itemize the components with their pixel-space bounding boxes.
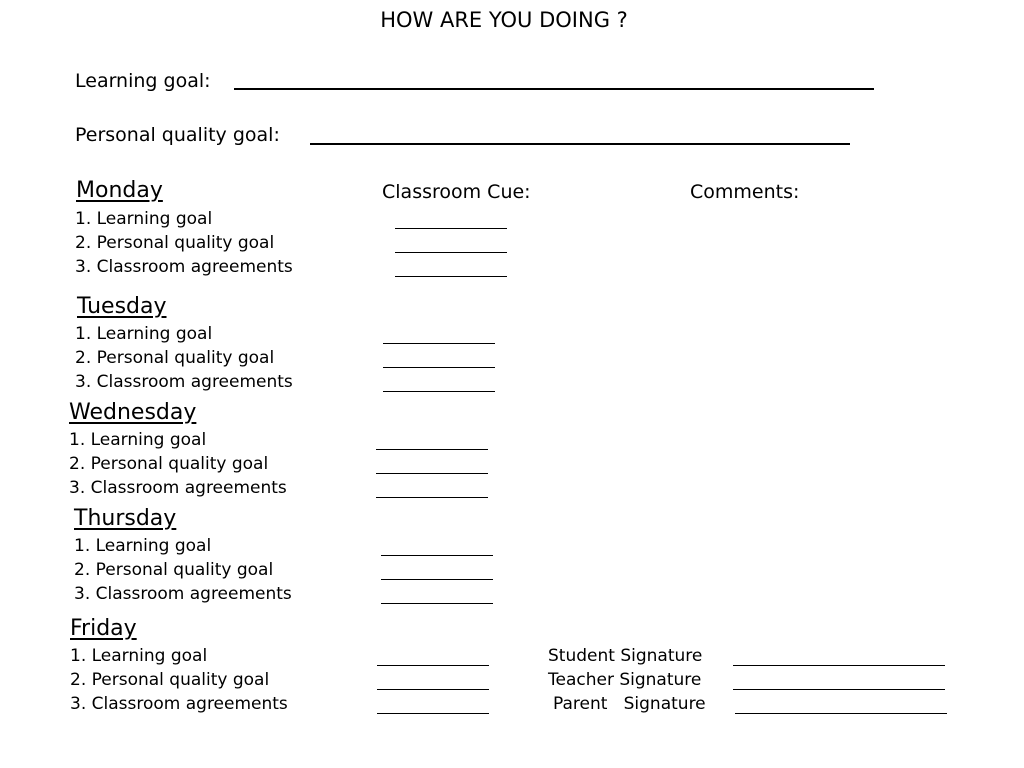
- friday-item-personal-goal: 2. Personal quality goal: [70, 670, 270, 690]
- wednesday-cue-blank-1[interactable]: [376, 449, 488, 450]
- learning-goal-label: Learning goal:: [75, 70, 211, 92]
- teacher-signature-label: Teacher Signature: [548, 670, 702, 690]
- thursday-item-agreements: 3. Classroom agreements: [74, 584, 292, 604]
- tuesday-item-agreements: 3. Classroom agreements: [75, 372, 293, 392]
- monday-item-learning-goal: 1. Learning goal: [75, 209, 213, 229]
- learning-goal-field[interactable]: [234, 88, 874, 90]
- friday-cue-blank-1[interactable]: [377, 665, 489, 666]
- friday-item-agreements: 3. Classroom agreements: [70, 694, 288, 714]
- day-heading-monday: Monday: [76, 178, 163, 203]
- thursday-cue-blank-2[interactable]: [381, 579, 493, 580]
- monday-cue-blank-2[interactable]: [395, 252, 507, 253]
- tuesday-item-learning-goal: 1. Learning goal: [75, 324, 213, 344]
- monday-cue-blank-1[interactable]: [395, 228, 507, 229]
- friday-cue-blank-2[interactable]: [377, 689, 489, 690]
- page-title: HOW ARE YOU DOING ?: [380, 8, 628, 32]
- tuesday-cue-blank-1[interactable]: [383, 343, 495, 344]
- tuesday-cue-blank-2[interactable]: [383, 367, 495, 368]
- wednesday-cue-blank-2[interactable]: [376, 473, 488, 474]
- parent-signature-label: Parent Signature: [553, 694, 706, 714]
- friday-item-learning-goal: 1. Learning goal: [70, 646, 208, 666]
- monday-item-agreements: 3. Classroom agreements: [75, 257, 293, 277]
- classroom-cue-header: Classroom Cue:: [382, 181, 531, 203]
- thursday-cue-blank-1[interactable]: [381, 555, 493, 556]
- friday-cue-blank-3[interactable]: [377, 713, 489, 714]
- day-heading-tuesday: Tuesday: [77, 294, 167, 319]
- personal-goal-field[interactable]: [310, 143, 850, 145]
- thursday-cue-blank-3[interactable]: [381, 603, 493, 604]
- student-signature-field[interactable]: [733, 665, 945, 666]
- teacher-signature-field[interactable]: [733, 689, 945, 690]
- day-heading-wednesday: Wednesday: [69, 400, 197, 425]
- monday-item-personal-goal: 2. Personal quality goal: [75, 233, 275, 253]
- personal-goal-label: Personal quality goal:: [75, 124, 280, 146]
- wednesday-item-agreements: 3. Classroom agreements: [69, 478, 287, 498]
- day-heading-friday: Friday: [70, 616, 137, 641]
- parent-signature-field[interactable]: [735, 713, 947, 714]
- day-heading-thursday: Thursday: [74, 506, 177, 531]
- thursday-item-learning-goal: 1. Learning goal: [74, 536, 212, 556]
- wednesday-item-learning-goal: 1. Learning goal: [69, 430, 207, 450]
- monday-cue-blank-3[interactable]: [395, 276, 507, 277]
- student-signature-label: Student Signature: [548, 646, 703, 666]
- tuesday-cue-blank-3[interactable]: [383, 391, 495, 392]
- wednesday-cue-blank-3[interactable]: [376, 497, 488, 498]
- wednesday-item-personal-goal: 2. Personal quality goal: [69, 454, 269, 474]
- tuesday-item-personal-goal: 2. Personal quality goal: [75, 348, 275, 368]
- thursday-item-personal-goal: 2. Personal quality goal: [74, 560, 274, 580]
- comments-header: Comments:: [690, 181, 800, 203]
